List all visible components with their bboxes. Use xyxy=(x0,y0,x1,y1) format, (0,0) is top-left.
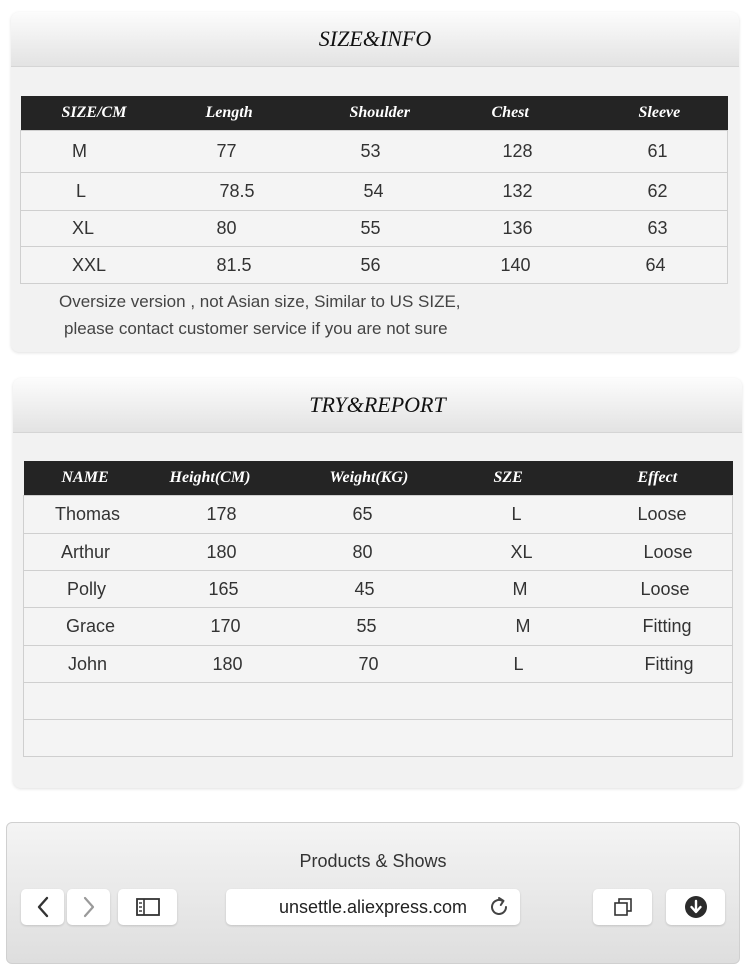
chevron-left-icon xyxy=(35,896,51,918)
try-report-title: TRY&REPORT xyxy=(309,392,446,417)
height-cell: 165 xyxy=(154,571,316,608)
size-note xyxy=(59,288,461,342)
shoulder-cell: 53 xyxy=(305,131,447,173)
sidebar-button[interactable] xyxy=(118,889,177,925)
name-cell: Arthur xyxy=(24,534,154,571)
chest-cell: 128 xyxy=(447,131,592,173)
table-row xyxy=(21,173,728,211)
table-row xyxy=(21,131,728,173)
effect-cell xyxy=(610,720,733,757)
weight-cell: 65 xyxy=(316,496,478,534)
height-cell: 178 xyxy=(154,496,316,534)
sze-cell: L xyxy=(478,496,610,534)
effect-cell: Loose xyxy=(610,534,733,571)
sze-cell xyxy=(478,720,610,757)
try-report-table xyxy=(23,461,733,757)
size-cell: M xyxy=(21,131,161,173)
weight-cell: 80 xyxy=(316,534,478,571)
table-row xyxy=(24,571,733,608)
name-col-header: NAME xyxy=(24,461,154,496)
name-cell xyxy=(24,683,154,720)
effect-cell: Loose xyxy=(610,571,733,608)
size-cell: L xyxy=(21,173,161,211)
table-row xyxy=(24,608,733,646)
table-row xyxy=(24,646,733,683)
effect-cell: Fitting xyxy=(610,608,733,646)
size-table xyxy=(20,96,728,284)
table-row xyxy=(24,496,733,534)
table-row xyxy=(21,211,728,247)
weight-cell: 55 xyxy=(316,608,478,646)
size-cell: XL xyxy=(21,211,161,247)
shoulder-cell: 56 xyxy=(305,247,447,284)
height-cell: 180 xyxy=(154,534,316,571)
shoulder-cell: 55 xyxy=(305,211,447,247)
length-col-header: Length xyxy=(161,96,305,131)
tabs-button[interactable] xyxy=(593,889,652,925)
size-info-panel xyxy=(11,12,739,352)
chest-cell: 140 xyxy=(447,247,592,284)
shoulder-col-header: Shoulder xyxy=(305,96,447,131)
try-report-panel xyxy=(13,378,742,788)
chest-cell: 132 xyxy=(447,173,592,211)
name-cell: John xyxy=(24,646,154,683)
size-note-line2: please contact customer service if you are not sure xyxy=(64,319,448,338)
back-button[interactable] xyxy=(21,889,64,925)
weight-cell xyxy=(316,720,478,757)
table-row xyxy=(24,683,733,720)
size-cell: XXL xyxy=(21,247,161,284)
table-row xyxy=(21,247,728,284)
sleeve-col-header: Sleeve xyxy=(592,96,728,131)
chest-col-header: Chest xyxy=(447,96,592,131)
tabs-icon xyxy=(612,896,634,918)
size-info-header xyxy=(11,12,739,67)
height-cell xyxy=(154,720,316,757)
forward-button[interactable] xyxy=(67,889,110,925)
weight-cell xyxy=(316,683,478,720)
table-row xyxy=(24,720,733,757)
table-row xyxy=(24,534,733,571)
size-info-title: SIZE&INFO xyxy=(318,26,432,51)
weight-col-header: Weight(KG) xyxy=(316,461,478,496)
size-table-header-row xyxy=(21,96,728,131)
browser-toolbar xyxy=(6,822,740,964)
effect-col-header: Effect xyxy=(610,461,733,496)
sze-cell xyxy=(478,683,610,720)
length-cell: 80 xyxy=(161,211,305,247)
height-cell: 180 xyxy=(154,646,316,683)
reload-icon[interactable] xyxy=(487,895,511,919)
download-button[interactable] xyxy=(666,889,725,925)
sleeve-cell: 63 xyxy=(592,211,728,247)
try-report-header xyxy=(13,378,742,433)
size-col-header: SIZE/CM xyxy=(21,96,161,131)
name-cell xyxy=(24,720,154,757)
chevron-right-icon xyxy=(81,896,97,918)
name-cell: Polly xyxy=(24,571,154,608)
effect-cell: Loose xyxy=(610,496,733,534)
name-cell: Thomas xyxy=(24,496,154,534)
chest-cell: 136 xyxy=(447,211,592,247)
length-cell: 77 xyxy=(161,131,305,173)
length-cell: 78.5 xyxy=(161,173,305,211)
sleeve-cell: 61 xyxy=(592,131,728,173)
sze-cell: M xyxy=(478,571,610,608)
sze-cell: M xyxy=(478,608,610,646)
sze-col-header: SZE xyxy=(478,461,610,496)
sleeve-cell: 62 xyxy=(592,173,728,211)
url-text: unsettle.aliexpress.com xyxy=(278,896,468,917)
sze-cell: L xyxy=(478,646,610,683)
weight-cell: 45 xyxy=(316,571,478,608)
sidebar-icon xyxy=(135,897,161,917)
size-note-line1: Oversize version , not Asian size, Similar to US SIZE, xyxy=(59,292,461,311)
effect-cell xyxy=(610,683,733,720)
height-cell xyxy=(154,683,316,720)
download-icon xyxy=(683,894,709,920)
weight-cell: 70 xyxy=(316,646,478,683)
sleeve-cell: 64 xyxy=(592,247,728,284)
shoulder-cell: 54 xyxy=(305,173,447,211)
height-col-header: Height(CM) xyxy=(154,461,316,496)
browser-title: Products & Shows xyxy=(299,851,447,871)
address-bar[interactable] xyxy=(226,889,520,925)
height-cell: 170 xyxy=(154,608,316,646)
length-cell: 81.5 xyxy=(161,247,305,284)
effect-cell: Fitting xyxy=(610,646,733,683)
sze-cell: XL xyxy=(478,534,610,571)
try-table-header-row xyxy=(24,461,733,496)
name-cell: Grace xyxy=(24,608,154,646)
